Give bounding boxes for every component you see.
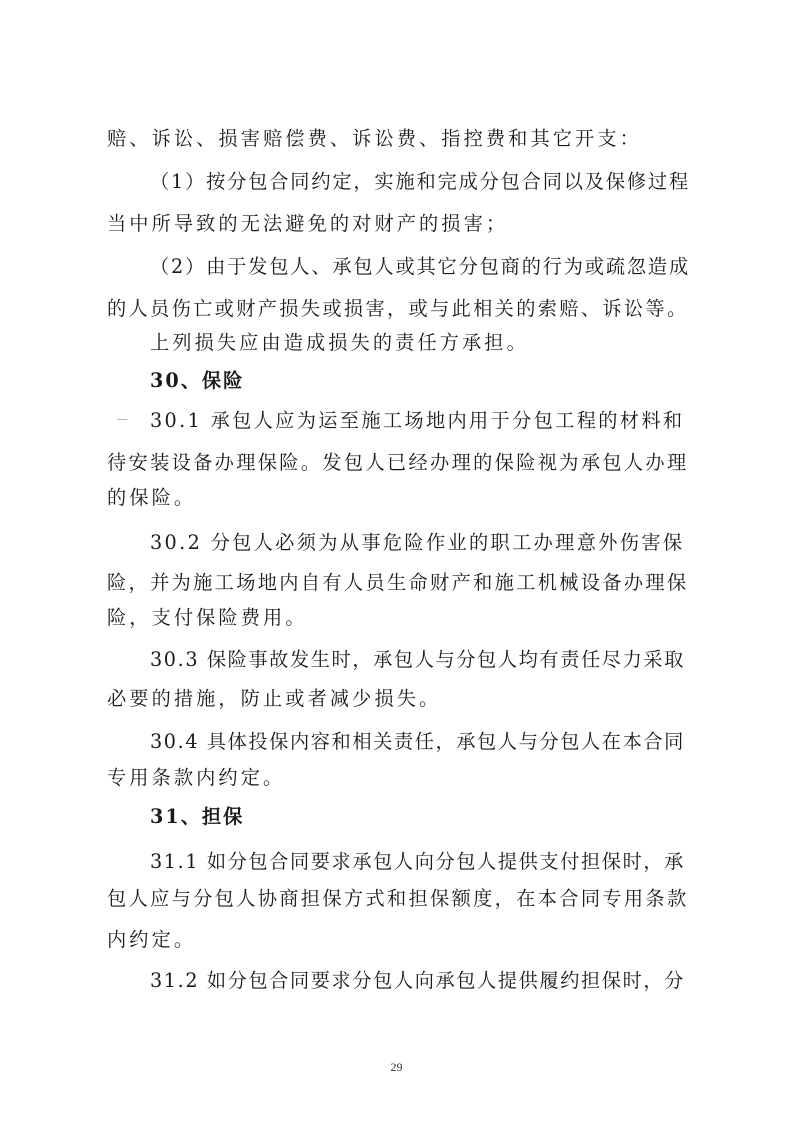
list-item-2-line: （2）由于发包人、承包人或其它分包商的行为或疏忽造成 (150, 255, 690, 278)
clause-31-2-line: 31.2 如分包合同要求分包人向承包人提供履约担保时，分 (150, 969, 685, 992)
list-item-1-line: 当中所导致的无法避免的对财产的损害； (107, 212, 509, 235)
section-heading-30: 30、保险 (150, 369, 245, 392)
section-heading-31: 31、担保 (150, 805, 245, 828)
clause-30-1-line: 30.1 承包人应为运至施工场地内用于分包工程的材料和 (150, 409, 685, 432)
clause-30-2-line: 30.2 分包人必须为从事危险作业的职工办理意外伤害保 (150, 531, 685, 554)
clause-30-3-line: 30.3 保险事故发生时，承包人与分包人均有责任尽力采取 (150, 648, 685, 671)
list-item-1-line: （1）按分包合同约定，实施和完成分包合同以及保修过程 (150, 170, 690, 193)
clause-30-4-line: 专用条款内约定。 (107, 766, 286, 789)
clause-30-1-line: 待安装设备办理保险。发包人已经办理的保险视为承包人办理 (107, 451, 689, 474)
list-item-2-line: 的人员伤亡或财产损失或损害，或与此相关的索赔、诉讼等。 (107, 297, 689, 320)
body-text-line: 上列损失应由造成损失的责任方承担。 (150, 331, 529, 354)
clause-30-3-line: 必要的措施，防止或者减少损失。 (107, 687, 442, 710)
clause-31-1-line: 包人应与分包人协商担保方式和担保额度，在本合同专用条款 (107, 887, 689, 910)
page-number: 29 (390, 1060, 403, 1074)
clause-30-1-line: 的保险。 (107, 486, 197, 509)
clause-30-2-line: 险，支付保险费用。 (107, 606, 308, 629)
clause-31-1-line: 内约定。 (107, 928, 197, 951)
body-text-line: 赔、诉讼、损害赔偿费、诉讼费、指控费和其它开支： (107, 127, 642, 150)
clause-30-4-line: 30.4 具体投保内容和相关责任，承包人与分包人在本合同 (150, 730, 685, 753)
clause-31-1-line: 31.1 如分包合同要求承包人向分包人提供支付担保时，承 (150, 850, 685, 873)
clause-30-2-line: 险，并为施工场地内自有人员生命财产和施工机械设备办理保 (107, 571, 689, 594)
scan-mark (117, 419, 127, 420)
